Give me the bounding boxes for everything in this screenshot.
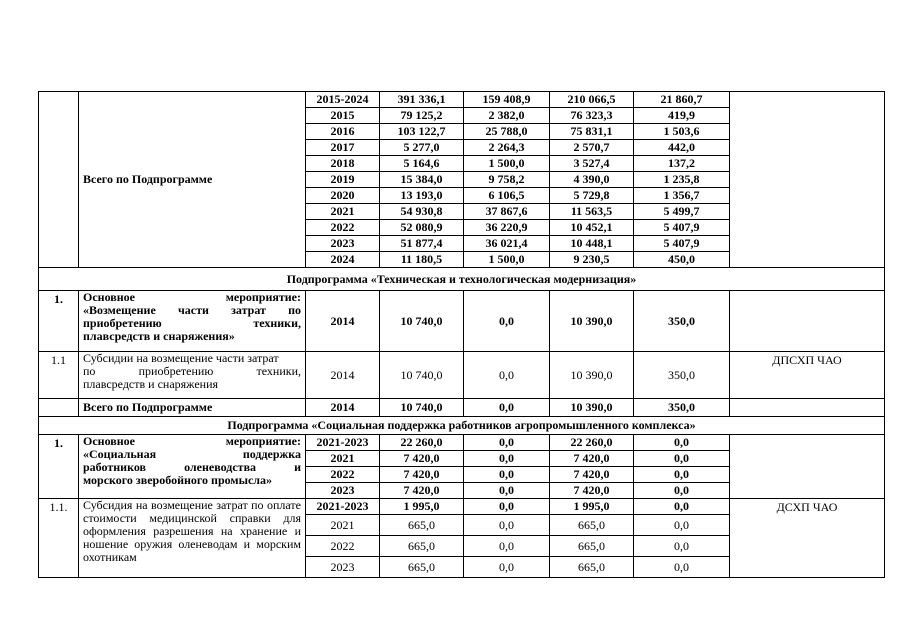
table-row: 2016 103 122,7 25 788,0 75 831,1 1 503,6 (39, 124, 885, 140)
table-row: 2024 11 180,5 1 500,0 9 230,5 450,0 (39, 252, 885, 268)
section-title: Подпрограмма «Социальная поддержка работников агропромышленного комплекса» (39, 417, 885, 435)
subprogram-total-label: Всего по Подпрограмме (79, 92, 306, 268)
table-row: 2023 665,0 0,0 665,0 0,0 (39, 557, 885, 578)
section-title: Подпрограмма «Техническая и технологическая модернизация» (39, 268, 885, 291)
section-header-row (39, 268, 885, 291)
table-row: 2021 7 420,0 0,0 7 420,0 0,0 (39, 451, 885, 467)
table-row: 2015 79 125,2 2 382,0 76 323,3 419,9 (39, 108, 885, 124)
table-row: 2022 7 420,0 0,0 7 420,0 0,0 (39, 467, 885, 483)
program-funding-table (38, 91, 885, 578)
table-row: 1. Основное мероприятие: «Социальная поддержка работников оленеводства и морского зверобойного промысла» 2021-2023 22 260,0 0,0 22 260,0 0,0 (39, 435, 885, 451)
table-row: 2021 665,0 0,0 665,0 0,0 (39, 515, 885, 536)
table-row: 2021 54 930,8 37 867,6 11 563,5 5 499,7 (39, 204, 885, 220)
section-header-row (39, 417, 885, 435)
table-row: 1. Основное мероприятие: «Возмещение части затрат по приобретению техники, плавсредств и снаряжения» 2014 10 740,0 0,0 10 390,0 350,0 (39, 291, 885, 352)
table-row: 2020 13 193,0 6 106,5 5 729,8 1 356,7 (39, 188, 885, 204)
table-row: 2019 15 384,0 9 758,2 4 390,0 1 235,8 (39, 172, 885, 188)
activity-description: Субсидия на возмещение затрат по оплате стоимости медицинской справки для оформления разрешения на хранение и ношение оружия оленеводам и морским охотникам (79, 499, 306, 578)
table-row: 2018 5 164,6 1 500,0 3 527,4 137,2 (39, 156, 885, 172)
table-row: 2017 5 277,0 2 264,3 2 570,7 442,0 (39, 140, 885, 156)
table-row: 2023 51 877,4 36 021,4 10 448,1 5 407,9 (39, 236, 885, 252)
table-row: 2022 52 080,9 36 220,9 10 452,1 5 407,9 (39, 220, 885, 236)
subprogram-total-label: Всего по Подпрограмме (79, 399, 306, 417)
executor-cell: ДПСХП ЧАО (730, 352, 885, 399)
activity-description: Субсидии на возмещение части затрат по приобретению техники, плавсредств и снаряжения (79, 352, 306, 399)
activity-description: Основное мероприятие: «Социальная поддержка работников оленеводства и морского зверобойного промысла» (79, 435, 306, 499)
table-row: Всего по Подпрограмме 2014 10 740,0 0,0 10 390,0 350,0 (39, 399, 885, 417)
executor-cell: ДСХП ЧАО (730, 499, 885, 578)
table-row: 2023 7 420,0 0,0 7 420,0 0,0 (39, 483, 885, 499)
table-row: 2022 665,0 0,0 665,0 0,0 (39, 536, 885, 557)
table-row: 1.1. Субсидия на возмещение затрат по оплате стоимости медицинской справки для оформления разрешения на хранение и ношение оружия оленеводам и морским охотникам 2021-2023 1 995,0 0,0 1 995,0 0,0 ДСХП ЧАО (39, 499, 885, 515)
table-row: Всего по Подпрограмме 2015-2024 391 336,1 159 408,9 210 066,5 21 860,7 (39, 92, 885, 108)
table-row: 1.1 Субсидии на возмещение части затрат по приобретению техники, плавсредств и снаряжения 2014 10 740,0 0,0 10 390,0 350,0 ДПСХП ЧАО (39, 352, 885, 399)
activity-description: Основное мероприятие: «Возмещение части затрат по приобретению техники, плавсредств и снаряжения» (79, 291, 306, 352)
